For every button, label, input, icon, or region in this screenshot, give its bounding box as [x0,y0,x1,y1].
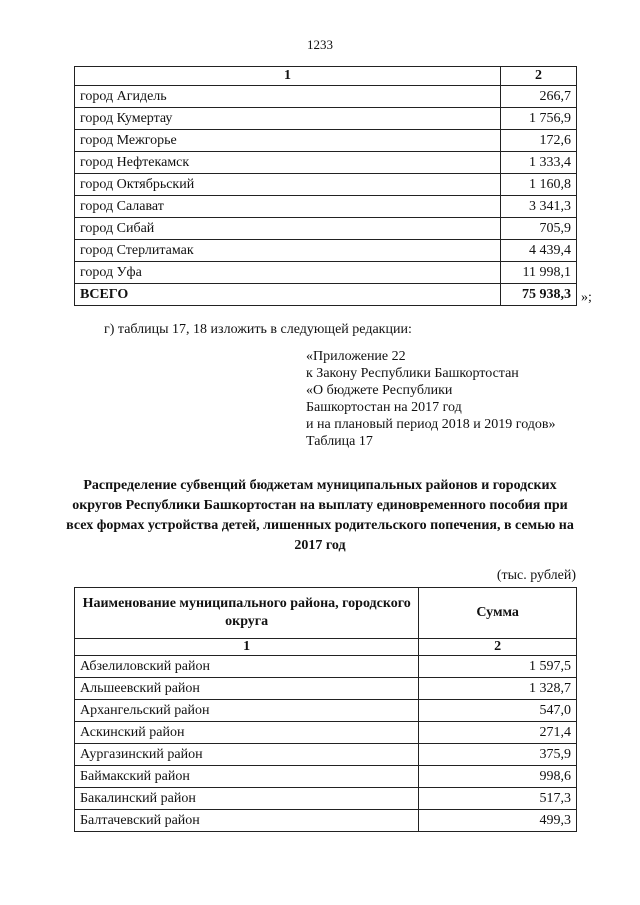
appendix-reference [306,348,556,450]
appendix-line: к Закону Республики Башкортостан [306,366,519,381]
row-value: 547,0 [419,700,577,722]
row-value: 517,3 [419,788,577,810]
total-label: ВСЕГО [75,284,501,306]
row-name: город Нефтекамск [75,152,501,174]
appendix-line: и на плановый период 2018 и 2019 годов» [306,417,556,432]
row-value: 271,4 [419,722,577,744]
row-value: 1 597,5 [419,656,577,678]
column-index-header: 1 [75,67,501,86]
row-value: 1 333,4 [501,152,577,174]
row-name: город Стерлитамак [75,240,501,262]
table-label: Таблица 17 [306,434,373,449]
row-name: город Агидель [75,86,501,108]
table-index-row [75,639,577,656]
row-value: 172,6 [501,130,577,152]
table-row [75,152,577,174]
subvention-table [74,587,577,832]
row-value: 266,7 [501,86,577,108]
row-value: 1 328,7 [419,678,577,700]
table-row [75,810,577,832]
row-value: 4 439,4 [501,240,577,262]
table-row [75,108,577,130]
row-name: Архангельский район [75,700,419,722]
closing-quote-mark: »; [581,290,592,305]
row-value: 499,3 [419,810,577,832]
table-row [75,722,577,744]
table-header-row [75,588,577,639]
instruction-text: г) таблицы 17, 18 изложить в следующей редакции: [104,322,412,337]
row-value: 3 341,3 [501,196,577,218]
row-name: Аскинский район [75,722,419,744]
table-row [75,678,577,700]
table-row [75,262,577,284]
table-row [75,744,577,766]
page-number: 1233 [307,37,333,52]
column-index-header: 2 [419,639,577,656]
row-value: 705,9 [501,218,577,240]
total-value: 75 938,3 [501,284,577,306]
row-name: город Уфа [75,262,501,284]
table-row [75,86,577,108]
row-value: 1 756,9 [501,108,577,130]
table-row [75,174,577,196]
table-row [75,196,577,218]
row-name: Бакалинский район [75,788,419,810]
row-name: город Салават [75,196,501,218]
row-name: город Кумертау [75,108,501,130]
table-row [75,656,577,678]
district-column-header: Наименование муниципального района, городского округа [75,588,419,639]
row-name: Абзелиловский район [75,656,419,678]
appendix-line: «О бюджете Республики [306,383,453,398]
table-header-row [75,67,577,86]
total-row [75,284,577,306]
column-index-header: 1 [75,639,419,656]
row-name: Балтачевский район [75,810,419,832]
row-name: Альшеевский район [75,678,419,700]
column-index-header: 2 [501,67,577,86]
table-row [75,240,577,262]
table-row [75,130,577,152]
amount-column-header: Сумма [419,588,577,639]
table-title: Распределение субвенций бюджетам муниципальных районов и городских округов Республики Башкортостан на выплату единовременного пособия при всех формах устройства детей, лишенных родительского попечения, в семью на 2017 год [66,478,574,553]
row-name: город Октябрьский [75,174,501,196]
table-row [75,218,577,240]
row-name: Аургазинский район [75,744,419,766]
row-value: 998,6 [419,766,577,788]
row-name: Баймакский район [75,766,419,788]
appendix-line: Башкортостан на 2017 год [306,400,462,415]
row-name: город Межгорье [75,130,501,152]
city-totals-table [74,66,577,306]
table-row [75,766,577,788]
row-value: 375,9 [419,744,577,766]
appendix-line: «Приложение 22 [306,349,406,364]
row-name: город Сибай [75,218,501,240]
units-label: (тыс. рублей) [496,568,576,583]
table-row [75,700,577,722]
table-row [75,788,577,810]
row-value: 1 160,8 [501,174,577,196]
row-value: 11 998,1 [501,262,577,284]
